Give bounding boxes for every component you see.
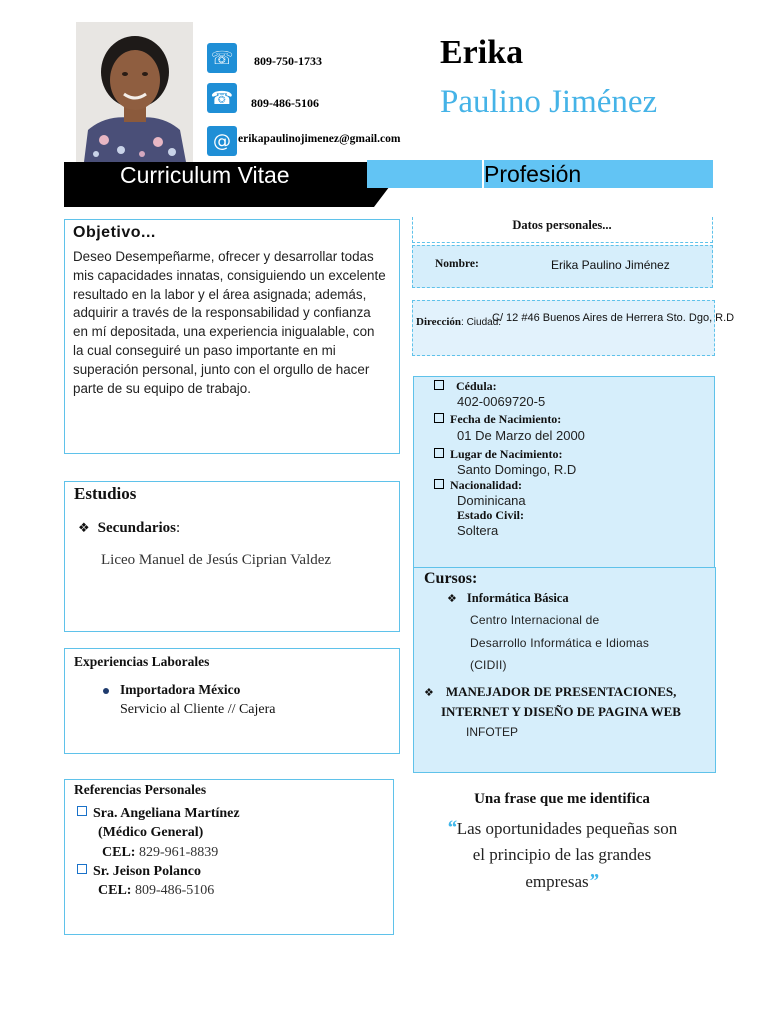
checkbox-icon: [434, 479, 444, 489]
civil-status-label: Estado Civil:: [457, 508, 525, 522]
course-2: [424, 682, 714, 721]
profile-photo: [76, 22, 193, 162]
course-2-institution: INFOTEP: [466, 725, 519, 739]
mobile-phone-icon: ☏: [207, 43, 237, 73]
references-title: Referencias Personales: [74, 782, 207, 797]
course-2-line-2: INTERNET Y DISEÑO DE PAGINA WEB: [441, 704, 681, 719]
quote-line-3: empresas: [525, 872, 589, 891]
phone-1: 809-750-1733: [254, 54, 322, 68]
last-name: Paulino Jiménez: [440, 84, 658, 120]
address-label: Dirección: [416, 316, 462, 328]
course-1-institution-line-2: Desarrollo Informática e Idiomas: [470, 636, 650, 650]
studies-school: Liceo Manuel de Jesús Ciprian Valdez: [101, 552, 332, 568]
cedula-label-row: [434, 379, 497, 394]
portrait-image: [76, 22, 193, 162]
first-name: Erika: [440, 34, 524, 71]
courses-title: Cursos:: [424, 570, 478, 587]
cedula-label: Cédula:: [456, 379, 497, 393]
checkbox-icon: [434, 380, 444, 390]
quote-line-2: el principio de las grandes: [472, 845, 652, 864]
course-1: [447, 591, 569, 606]
name-value: Erika Paulino Jiménez: [551, 258, 670, 272]
reference-2-name-row: [77, 864, 201, 880]
experience-company: Importadora México: [120, 682, 241, 697]
reference-1-cel-row: [102, 845, 218, 861]
banner-title: Curriculum Vitae: [120, 162, 290, 188]
nationality-label: Nacionalidad:: [450, 478, 523, 492]
birthdate-value: 01 De Marzo del 2000: [457, 428, 585, 443]
quote-line-1: Las oportunidades pequeñas son: [456, 819, 678, 838]
course-1-institution-line-1: Centro Internacional de: [470, 613, 600, 627]
checkbox-icon: [77, 864, 87, 874]
course-1-title: Informática Básica: [466, 591, 569, 605]
birthplace-label: Lugar de Nacimiento:: [450, 447, 563, 461]
personal-data-title: Datos personales...: [512, 218, 612, 232]
diamond-bullet-icon: ❖: [447, 592, 457, 605]
course-2-line-1: MANEJADOR DE PRESENTACIONES,: [445, 684, 677, 699]
studies-item-colon: :: [176, 520, 181, 536]
reference-2-name: Sr. Jeison Polanco: [93, 864, 201, 879]
address-field-box: [412, 300, 715, 356]
phone-2: 809-486-5106: [251, 96, 319, 110]
experience-title: Experiencias Laborales: [74, 654, 210, 669]
studies-item-label: Secundarios: [97, 520, 177, 536]
bullet-dot-icon: [103, 688, 109, 694]
course-1-institution-line-3: (CIDII): [470, 658, 507, 672]
birthdate-label: Fecha de Nacimiento:: [450, 412, 562, 426]
name-label: Nombre:: [435, 258, 479, 270]
experience-role: Servicio al Cliente // Cajera: [120, 702, 276, 717]
close-quote-mark: ”: [588, 870, 599, 892]
birthplace-label-row: [434, 447, 562, 462]
quote-title: Una frase que me identifica: [474, 791, 650, 807]
checkbox-icon: [434, 413, 444, 423]
quote-text: [412, 815, 712, 895]
cedula-value: 402-0069720-5: [457, 394, 546, 409]
checkbox-icon: [77, 806, 87, 816]
birthdate-label-row: [434, 412, 561, 427]
diamond-bullet-icon: ❖: [78, 521, 90, 536]
nationality-value: Dominicana: [457, 493, 526, 508]
quote-line-1-row: [412, 815, 712, 842]
reference-2-cel: 809-486-5106: [134, 883, 215, 898]
at-sign-icon: @: [207, 126, 237, 156]
objective-text: Deseo Desempeñarme, ofrecer y desarrollar todas mis capacidades innatas, consiguiendo un excelente resultado en la labor y el área asignada; además, adquirir a través de la responsabilidad y confianza en mí depositada, una experiencia inigualable, con la cual conseguiré un paso importante en mi superación personal, junto con el orgullo de hacer parte de su equipo de trabajo.: [73, 249, 386, 396]
civil-status-value: Soltera: [457, 523, 499, 538]
banner-profession: Profesión: [484, 161, 582, 187]
checkbox-icon: [434, 448, 444, 458]
reference-1-cel-label: CEL:: [102, 845, 136, 860]
reference-1-name: Sra. Angeliana Martínez: [93, 806, 240, 821]
address-sub-label: : Ciudad:: [461, 317, 502, 328]
telephone-icon: ☎: [207, 83, 237, 113]
objective-title: Objetivo...: [73, 224, 156, 241]
reference-1-role: (Médico General): [98, 825, 204, 840]
open-quote-mark: “: [446, 817, 457, 839]
address-value: C/ 12 #46 Buenos Aires de Herrera Sto. Dgo, R.D: [492, 312, 735, 324]
address-label-row: [416, 316, 501, 328]
reference-2-cel-row: [98, 883, 214, 899]
course-2-line-1-row: [424, 682, 714, 702]
email: erikapaulinojimenez@gmail.com: [238, 133, 401, 145]
reference-1-name-row: [77, 806, 240, 822]
nationality-label-row: [434, 478, 522, 493]
studies-title: Estudios: [74, 484, 137, 503]
diamond-bullet-icon: ❖: [424, 686, 434, 699]
reference-2-cel-label: CEL:: [98, 883, 132, 898]
reference-1-cel: 829-961-8839: [138, 845, 219, 860]
studies-item: [78, 520, 180, 537]
birthplace-value: Santo Domingo, R.D: [457, 462, 577, 477]
quote-line-3-row: [412, 868, 712, 895]
